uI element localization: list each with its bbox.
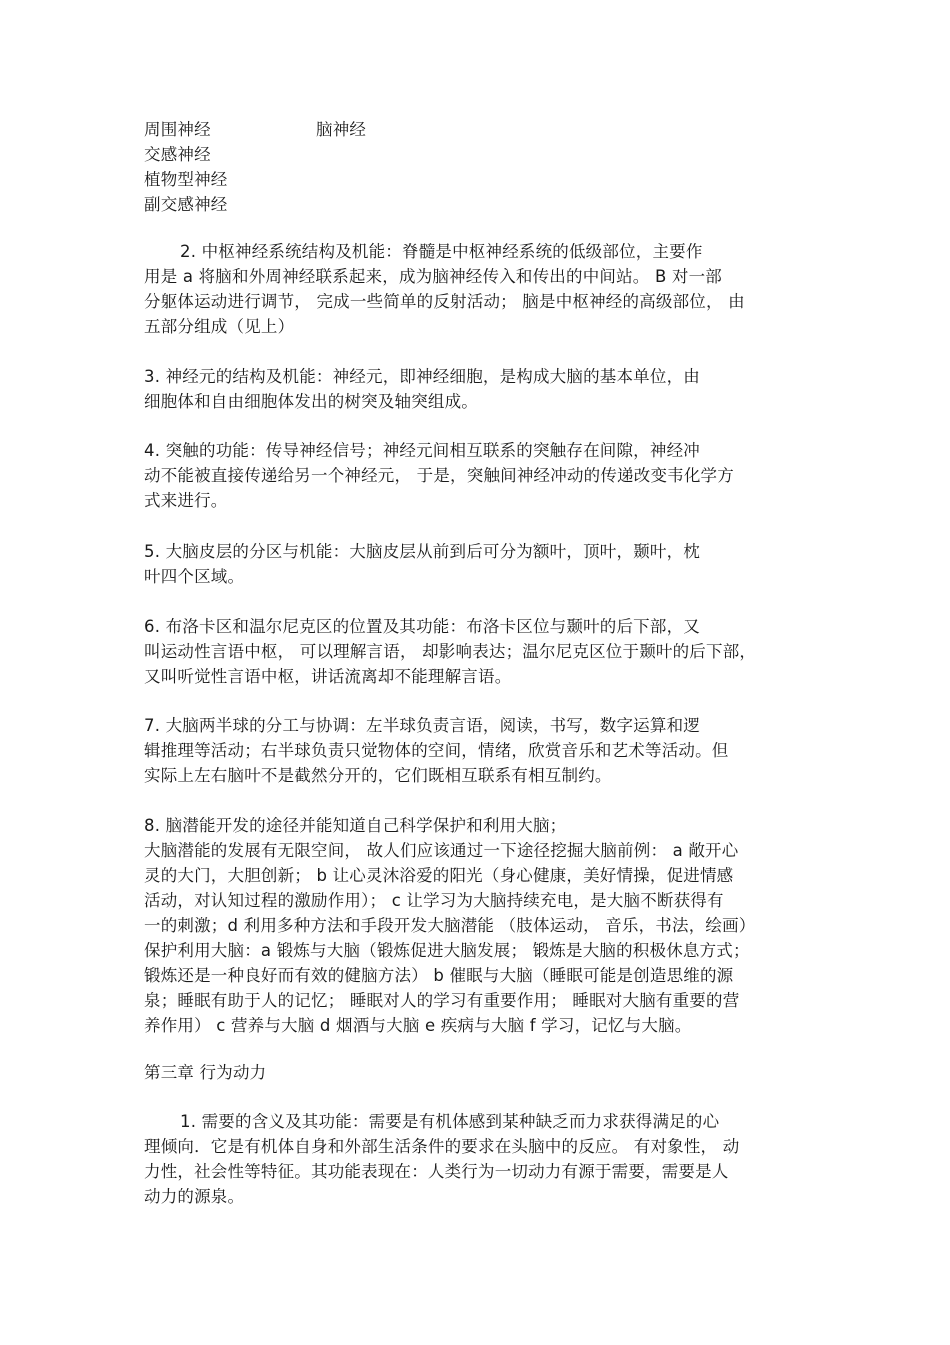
list-item: 交感神经 <box>144 145 211 164</box>
paragraph-line: 实际上左右脑叶不是截然分开的，它们既相互联系有相互制约。 <box>144 766 612 785</box>
paragraph-line: 灵的大门，大胆创新； b 让心灵沐浴爱的阳光（身心健康，美好情操，促进情感 <box>144 866 734 885</box>
paragraph-line: 大脑潜能的发展有无限空间， 故人们应该通过一下途径挖掘大脑前例： a 敞开心 <box>144 841 739 860</box>
paragraph-line: 一的刺激；d 利用多种方法和手段开发大脑潜能 （肢体运动， 音乐，书法，绘画） <box>144 916 756 935</box>
paragraph-line: 用是 a 将脑和外周神经联系起来，成为脑神经传入和传出的中间站。 B 对一部 <box>144 267 723 286</box>
paragraph-line: 力性，社会性等特征。其功能表现在：人类行为一切动力有源于需要，需要是人 <box>144 1162 729 1181</box>
list-item: 周围神经 <box>144 120 211 139</box>
chapter-heading: 第三章 行为动力 <box>144 1063 267 1082</box>
paragraph-line: 7. 大脑两半球的分工与协调：左半球负责言语，阅读，书写，数字运算和逻 <box>144 716 700 735</box>
paragraph-line: 动力的源泉。 <box>144 1187 245 1206</box>
paragraph-line: 分躯体运动进行调节， 完成一些简单的反射活动； 脑是中枢神经的高级部位， 由 <box>144 292 745 311</box>
paragraph-line: 1. 需要的含义及其功能：需要是有机体感到某种缺乏而力求获得满足的心 <box>180 1112 720 1131</box>
paragraph-line: 式来进行。 <box>144 491 228 510</box>
paragraph-line: 保护利用大脑：a 锻炼与大脑（锻炼促进大脑发展； 锻炼是大脑的积极休息方式； <box>144 941 750 960</box>
list-item: 植物型神经 <box>144 170 228 189</box>
paragraph-line: 叫运动性言语中枢， 可以理解言语， 却影响表达；温尔尼克区位于颞叶的后下部， <box>144 642 757 661</box>
paragraph-line: 5. 大脑皮层的分区与机能：大脑皮层从前到后可分为额叶，顶叶，颞叶，枕 <box>144 542 700 561</box>
paragraph-line: 五部分组成（见上） <box>144 317 295 336</box>
paragraph-line: 叶四个区域。 <box>144 567 245 586</box>
list-item: 脑神经 <box>316 120 367 139</box>
paragraph-line: 锻炼还是一种良好而有效的健脑方法） b 催眠与大脑（睡眠可能是创造思维的源 <box>144 966 734 985</box>
paragraph-line: 泉；睡眠有助于人的记忆； 睡眠对人的学习有重要作用； 睡眠对大脑有重要的营 <box>144 991 740 1010</box>
paragraph-line: 养作用） c 营养与大脑 d 烟酒与大脑 e 疾病与大脑 f 学习，记忆与大脑。 <box>144 1016 692 1035</box>
paragraph-line: 4. 突触的功能：传导神经信号；神经元间相互联系的突触存在间隙，神经冲 <box>144 441 700 460</box>
paragraph-line: 活动，对认知过程的激励作用）； c 让学习为大脑持续充电，是大脑不断获得有 <box>144 891 724 910</box>
paragraph-line: 2. 中枢神经系统结构及机能：脊髓是中枢神经系统的低级部位，主要作 <box>180 242 703 261</box>
paragraph-line: 理倾向．它是有机体自身和外部生活条件的要求在头脑中的反应。 有对象性， 动 <box>144 1137 740 1156</box>
paragraph-line: 又叫听觉性言语中枢，讲话流离却不能理解言语。 <box>144 667 512 686</box>
paragraph-line: 3. 神经元的结构及机能：神经元，即神经细胞，是构成大脑的基本单位，由 <box>144 367 700 386</box>
paragraph-line: 6. 布洛卡区和温尔尼克区的位置及其功能：布洛卡区位与颞叶的后下部，又 <box>144 617 700 636</box>
paragraph-line: 8. 脑潜能开发的途径并能知道自己科学保护和利用大脑； <box>144 816 567 835</box>
paragraph-line: 细胞体和自由细胞体发出的树突及轴突组成。 <box>144 392 478 411</box>
paragraph-line: 动不能被直接传递给另一个神经元， 于是，突触间神经冲动的传递改变韦化学方 <box>144 466 734 485</box>
paragraph-line: 辑推理等活动；右半球负责只觉物体的空间，情绪，欣赏音乐和艺术等活动。但 <box>144 741 729 760</box>
list-item: 副交感神经 <box>144 195 228 214</box>
